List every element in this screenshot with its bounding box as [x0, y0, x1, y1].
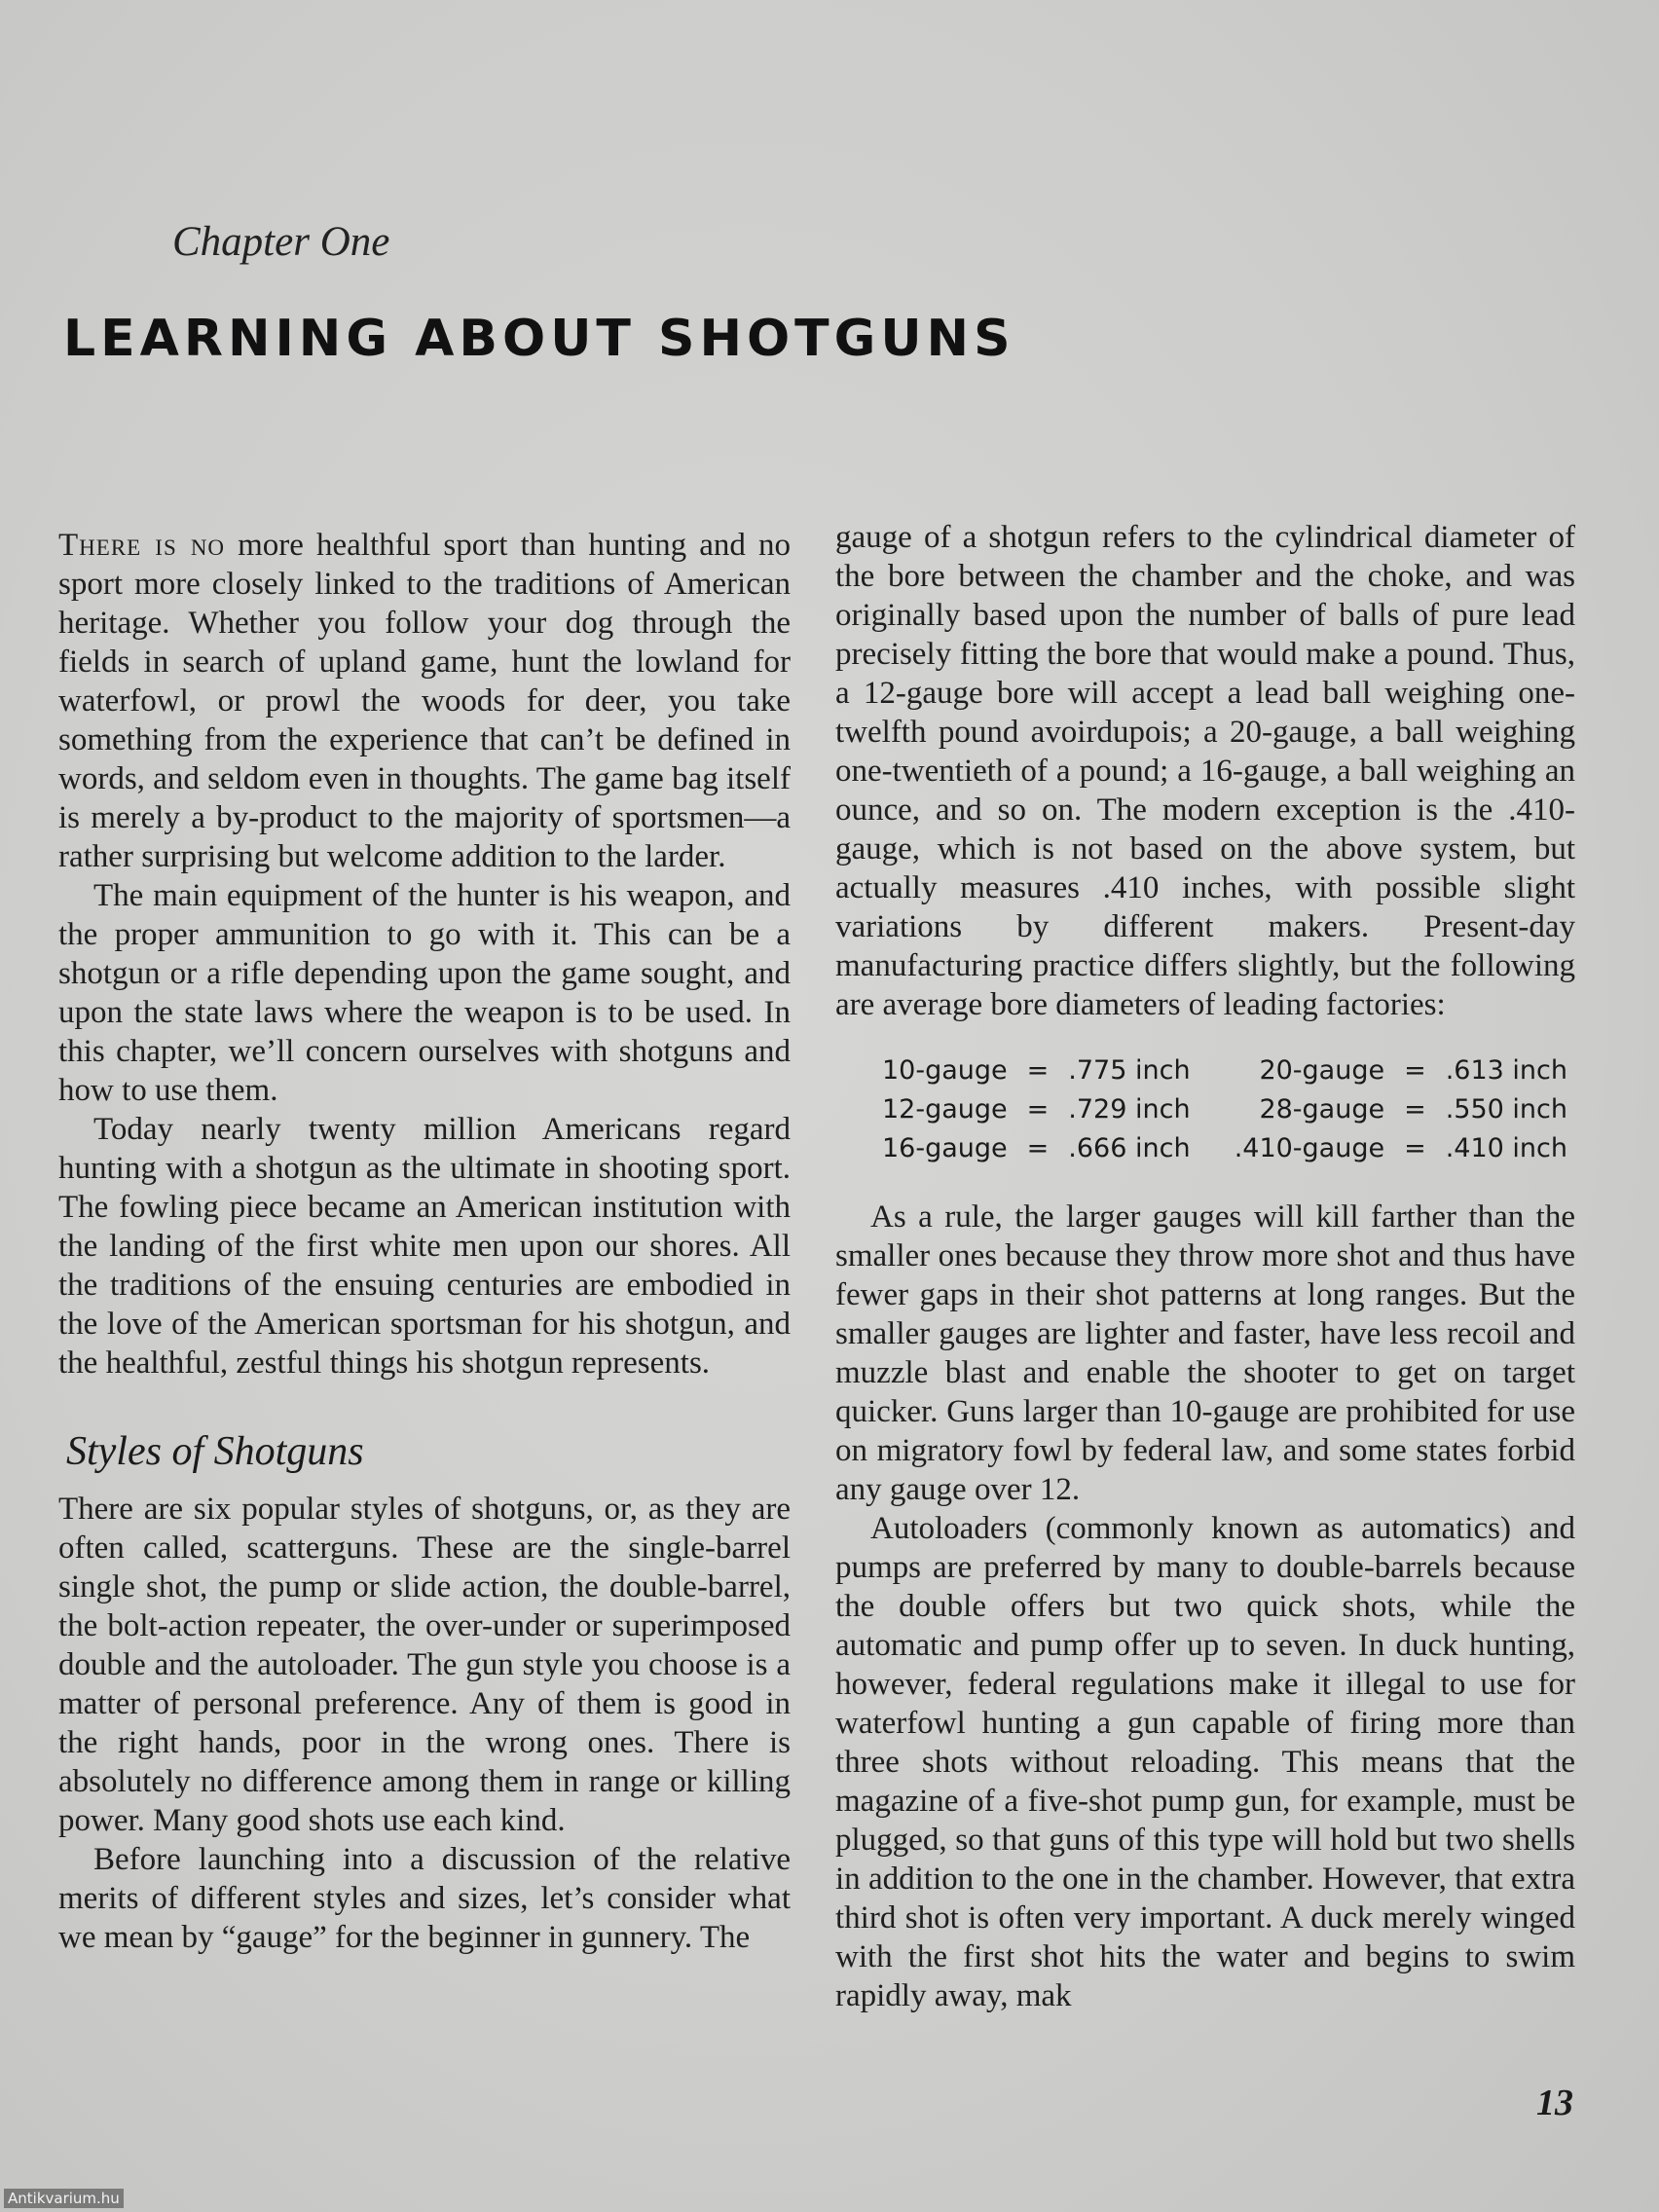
paragraph: Before launching into a discussion of the relative merits of different styles and sizes, let’s consider what we mean by “gauge” for the beginner in gunnery. The [58, 1842, 791, 1955]
paragraph: There are six popular styles of shotguns, or, as they are often called, scatterguns. These are the single-barrel single shot, the pump or slide action, the double-barrel, the bolt-action repeater, the over-under or superimposed double and the autoloader. The gun style you choose is a matter of personal preference. Any of them is good in the right hands, poor in the wrong ones. There is absolutely no difference among them in range or killing power. Many good shots use each kind. [58, 1492, 791, 1838]
equals-sign: = [1026, 1133, 1050, 1163]
diameter-cell: .775 inch [1068, 1055, 1191, 1086]
lead-in-smallcaps: There is no [58, 528, 226, 563]
paragraph: The main equipment of the hunter is his weapon, and the proper ammunition to go with it. This can be a shotgun or a rifle depending upon the game sought, and upon the state laws where the weapon is to be used. In this chapter, we’ll concern ourselves with shotguns and how to use them. [58, 878, 791, 1108]
gauge-cell: 10-gauge [882, 1055, 1008, 1086]
equals-sign: = [1404, 1094, 1426, 1124]
paragraph: As a rule, the larger gauges will kill farther than the smaller ones because they throw more shot and thus have fewer gaps in their shot patterns at long ranges. But the smaller gauges are lighter and faster, have less recoil and muzzle blast and enable the shooter to get on target quicker. Guns larger than 10-gauge are prohibited for use on migratory fowl by federal law, and some states forbid any gauge over 12. [835, 1199, 1575, 1507]
diameter-cell: .550 inch [1445, 1094, 1567, 1124]
gauge-cell: 12-gauge [882, 1094, 1008, 1124]
paragraph: gauge of a shotgun refers to the cylindrical diameter of the bore between the chamber and the choke, and was originally based upon the number of balls of pure lead precisely fitting the bore that would make a pound. Thus, a 12-gauge bore will accept a lead ball weighing one-twelfth pound avoirdupois; a 20-gauge, a ball weighing one-twentieth of a pound; a 16-gauge, a ball weighing an ounce, and so on. The modern exception is the .410-gauge, which is not based on the above system, but actually measures .410 inches, with possible slight variations by different makers. Present-day manufacturing practice differs slightly, but the following are average bore diameters of leading factories: [835, 520, 1575, 1022]
equals-sign: = [1404, 1133, 1426, 1163]
gauge-cell: 20-gauge [1259, 1055, 1385, 1086]
diameter-cell: .666 inch [1068, 1133, 1191, 1163]
paragraph: Today nearly twenty million Americans regard hunting with a shotgun as the ultimate in shooting sport. The fowling piece became an American institution with the landing of the first white men upon our shores. All the traditions of the ensuing centuries are embodied in the love of the American sportsman for his shotgun, and the healthful, zestful things his shotgun represents. [58, 1112, 791, 1381]
paragraph-text: more healthful sport than hunting and no sport more closely linked to the traditions of American heritage. Whether you follow your dog through the fields in search of upland game, hunt the lowland for waterfowl, or prowl the woods for deer, you take something from the experience that can’t be defined in words, and seldom even in thoughts. The game bag itself is merely a by-product to the majority of sportsmen—a rather surprising but welcome addition to the larder. [58, 528, 791, 874]
chapter-label: Chapter One [172, 219, 390, 265]
left-column [58, 526, 791, 1957]
paragraph: Autoloaders (commonly known as automatics) and pumps are preferred by many to double-barrels because the double offers but two quick shots, while the automatic and pump offer up to seven. In duck hunting, however, federal regulations make it illegal to use for waterfowl hunting a gun capable of firing more than three shots without reloading. This means that the magazine of a five-shot pump gun, for example, must be plugged, so that guns of this type will hold but two shells in addition to the one in the chamber. However, that extra third shot is often very important. A duck merely winged with the first shot hits the water and begins to swim rapidly away, mak [835, 1511, 1575, 2013]
gauge-cell: 28-gauge [1259, 1094, 1385, 1124]
paragraph [58, 526, 791, 876]
gauge-cell: 16-gauge [882, 1133, 1008, 1163]
gauge-diameter-table [874, 1051, 1575, 1168]
watermark: Antikvarium.hu [4, 2189, 124, 2208]
table-row [874, 1051, 1575, 1090]
table-row [874, 1129, 1575, 1168]
section-heading: Styles of Shotguns [66, 1429, 364, 1474]
right-column [835, 518, 1575, 2015]
equals-sign: = [1404, 1055, 1426, 1086]
diameter-cell: .729 inch [1068, 1094, 1191, 1124]
diameter-cell: .613 inch [1445, 1055, 1567, 1086]
table-row [874, 1090, 1575, 1129]
equals-sign: = [1026, 1055, 1050, 1086]
diameter-cell: .410 inch [1445, 1133, 1567, 1163]
equals-sign: = [1026, 1094, 1050, 1124]
gauge-cell: .410-gauge [1234, 1133, 1385, 1163]
page-number: 13 [1536, 2083, 1573, 2123]
chapter-title: LEARNING ABOUT SHOTGUNS [63, 310, 1015, 368]
